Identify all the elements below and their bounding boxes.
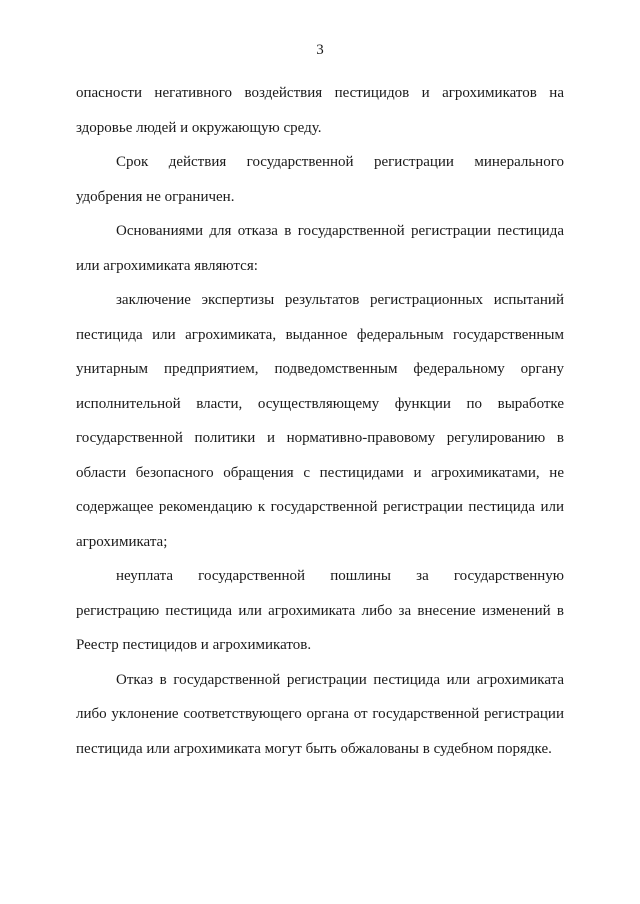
paragraph-continuation: опасности негативного воздействия пестицидов и агрохимикатов на здоровье людей и окружающую среду. [76,85,564,136]
paragraph-unpaid-fee: неуплата государственной пошлины за государственную регистрацию пестицида или агрохимиката либо за внесение изменений в Реестр пестицидов и агрохимикатов. [76,568,564,653]
document-body [76,76,564,766]
paragraph-registration-term: Срок действия государственной регистрации минерального удобрения не ограничен. [76,154,564,205]
page-number: 3 [316,42,324,58]
paragraph-refusal-grounds-intro: Основаниями для отказа в государственной регистрации пестицида или агрохимиката являются: [76,223,564,274]
paragraph-expert-conclusion: заключение экспертизы результатов регистрационных испытаний пестицида или агрохимиката, выданное федеральным государственным унитарным предприятием, подведомственным федеральному органу исполнительной власти, осуществляющему функции по выработке государственной политики и нормативно-правовому регулированию в области безопасного обращения с пестицидами и агрохимикатами, не содержащее рекомендацию к государственной регистрации пестицида или агрохимиката; [76,292,564,550]
paragraph-appeal: Отказ в государственной регистрации пестицида или агрохимиката либо уклонение соответствующего органа от государственной регистрации пестицида или агрохимиката могут быть обжалованы в судебном порядке. [76,671,564,757]
